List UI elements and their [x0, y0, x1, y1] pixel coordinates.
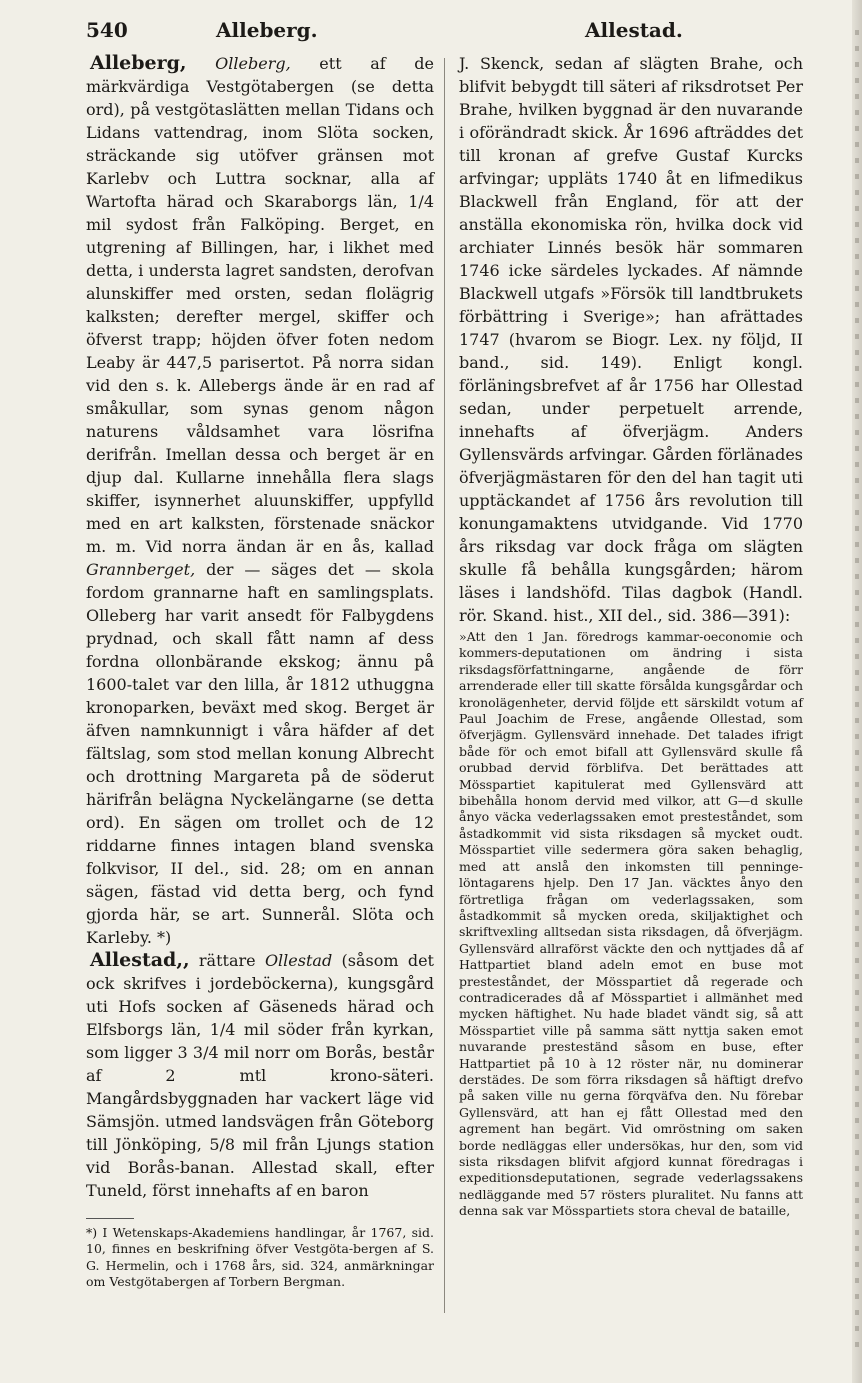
headword-alleberg: Alleberg,: [90, 52, 187, 74]
column-divider: [444, 58, 445, 1313]
allestad-pre: rättare: [198, 951, 256, 970]
variant-ollestad: Ollestad: [264, 951, 333, 970]
page-edge-marks: [855, 30, 859, 1350]
tilas-quote: [459, 629, 803, 1220]
headword-allestad: Allestad,,: [90, 949, 190, 971]
alleberg-text: ett af de märkvärdiga Vestgötabergen (se detta ord), på vestgötaslätten mellan Tidans och Lidans vattendrag, inom Slöta socken, sträckande sig utöfver gränsen mot Karlebv och Luttra socknar, alla af Wartofta härad och Skaraborgs län, 1/4 mil sydost från Falköping. Berget, en utgrening af Billingen, har, i likhet med detta, i understa lagret sandsten, derofvan alunskiffer med orsten, sedan flolägrig kalksten; derefter mergel, skiffer och öfverst trapp; höjden öfver foten nedom Leaby är 447,5 parisertot. På norra sidan vid den s. k. Allebergs ände är en rad af småkullar, som synas genom någon naturens våldsamhet vara lösrifna derifrån. Imellan dessa och berget är en djup dal. Kullarne innehålla flera slags skiffer, isynnerhet aluunskiffer, uppfylld med en art kalksten, förstenade snäckor m. m. Vid norra ändan är en ås, kallad: [86, 54, 434, 556]
allestad-continued: J. Skenck, sedan af slägten Brahe, och blifvit bebygdt till säteri af riksdrotset Per Brahe, hvilken byggnad är den nuvarande i oförändradt skick. År 1696 afträddes det till kronan af grefve Gustaf Kurcks arfvingar; uppläts 1740 åt en lifmedikus Blackwell från England, för att der anställa ekonomiska rön, hvilka dock vid archiater Linnés besök här sommaren 1746 icke särdeles lyckades. Af nämnde Blackwell utgafs »Försök till landtbrukets förbättring i Sverige»; han afrättades 1747 (hvarom se Biogr. Lex. ny följd, II band., sid. 149). Enligt kongl. förläningsbrefvet af år 1756 har Ollestad sedan, under perpetuelt arrende, innehafts af öfverjägm. Anders Gyllensvärds arfvingar. Gården förlänades öfverjägmästaren för den del han tagit uti upptäckandet af 1756 års revolution till konungamaktens utvidgande. Vid 1770 års riksdag var dock fråga om slägten skulle få behålla kungsgården; härom läses i landshöfd. Tilas dagbok (Handl. rör. Skand. hist., XII del., sid. 386—391):: [459, 54, 803, 625]
allestad-text: (såsom det ock skrifves i jordeböckerna), kungsgård uti Hofs socken af Gäseneds härad och Elfsborgs län, 1/4 mil söder från kyrkan, som ligger 3 3/4 mil norr om Borås, består af 2 mtl krono-säteri. Mangårdsbyggnaden har vackert läge vid Sämsjön. utmed landsvägen från Göteborg till Jönköping, 5/8 mil från Ljungs station vid Borås-banan. Allestad skall, efter Tuneld, först innehafts af en baron: [86, 951, 434, 1200]
footnote-rule: [86, 1218, 134, 1219]
footnote: [86, 1225, 434, 1291]
entry-alleberg: [86, 52, 434, 949]
alleberg-text-cont: der — säges det — skola fordom grannarne haft en samlingsplats. Olleberg har varit ansedt för Falbygdens prydnad, och skall fått namn af dess fordna ollonbärande ekskog; ännu på 1600-talet var den lilla, år 1812 uthuggna kronoparken, beväxt med skog. Berget är äfven namnkunnigt i våra häfder af det fältslag, som stod mellan konung Albrecht och drottning Margareta på de söderut härifrån belägna Nyckelängarne (se detta ord). En sägen om trollet och de 12 riddarne finnes intagen bland svenska folkvisor, II del., sid. 28; om en annan sägen, fästad vid detta berg, och fynd gjorda här, se art. Sunnerål. Slöta och Karleby. *): [86, 560, 435, 947]
right-running-head: Allestad.: [585, 18, 683, 42]
grannberget-term: Grannberget,: [86, 560, 196, 579]
variant-olleberg: Olleberg,: [215, 54, 291, 73]
left-column: [86, 52, 434, 1291]
quote-text: »Att den 1 Jan. föredrogs kammar-oeconomie och kommers-deputationen om ändring i sista riksdagsförfattningarne, angående de förr arrenderade eller till skatte försålda kungsgårdar och kronolägenheter, dervid följde ett särskildt votum af Paul Joachim de Frese, angående Ollestad, som öfverjägm. Gyllensvärd innehade. Det talades ifrigt både för och emot bifall att Gyllensvärd skulle få orubbad dervid förblifva. Det berättades att Mösspartiet kapitulerat med Gyllensvärd att bibehålla honom dervid med vilkor, att G—d skulle ånyo väcka vederlagssaken emot presteståndet, som åstadkommit vid sista riksdagen så mycket oudt. Mösspartiet ville sedermera göra saken behaglig, med att anslå den inkomsten till penninge-löntagarens hjelp. Den 17 Jan. väcktes ånyo den förtretliga frågan om vederlagssaken, som åstadkommit så mycken oreda, skiljaktighet och skriftvexling alltsedan sista riksdagen, då öfverjägm. Gyllensvärd allraförst väckte den och nyttjades då af Hattpartiet bland adeln emot en buse mot presteståndet, der Mösspartiet då regerade och contradicerades då af Mösspartiet i allmänhet med mycken häftighet. Nu hade bladet vändt sig, så att Mösspartiet ville på samma sätt nyttja saken emot nuvarande presteständ såsom en buse, efter Hattpartiet på 10 à 12 röster när, nu dominerar derstädes. De som förra riksdagen så häftigt drefvo på saken ville nu gerna förqväfva den. Nu förebar Gyllensvärd, att han ej fått Ollestad med den agrement han begärt. Vid omröstning om saken borde nedläggas eller undersökas, hur den, som vid sista riksdagen blifvit afgjord kunnat föredragas i expeditionsdeputationen, segrade vederlagssakens nedläggande med 57 rösters pluralitet. Nu fanns att denna sak var Mösspartiets stora cheval de bataille,: [459, 629, 803, 1219]
footnote-text: *) I Wetenskaps-Akademiens handlingar, år 1767, sid. 10, finnes en beskrifning öfver Vestgöta-bergen af S. G. Hermelin, och i 1768 års, sid. 324, anmärkningar om Vestgötabergen af Torbern Bergman.: [86, 1225, 434, 1290]
left-running-head: Alleberg.: [216, 18, 318, 42]
right-column: [459, 52, 803, 1220]
entry-allestad: [86, 949, 434, 1202]
page-number: 540: [86, 18, 128, 42]
